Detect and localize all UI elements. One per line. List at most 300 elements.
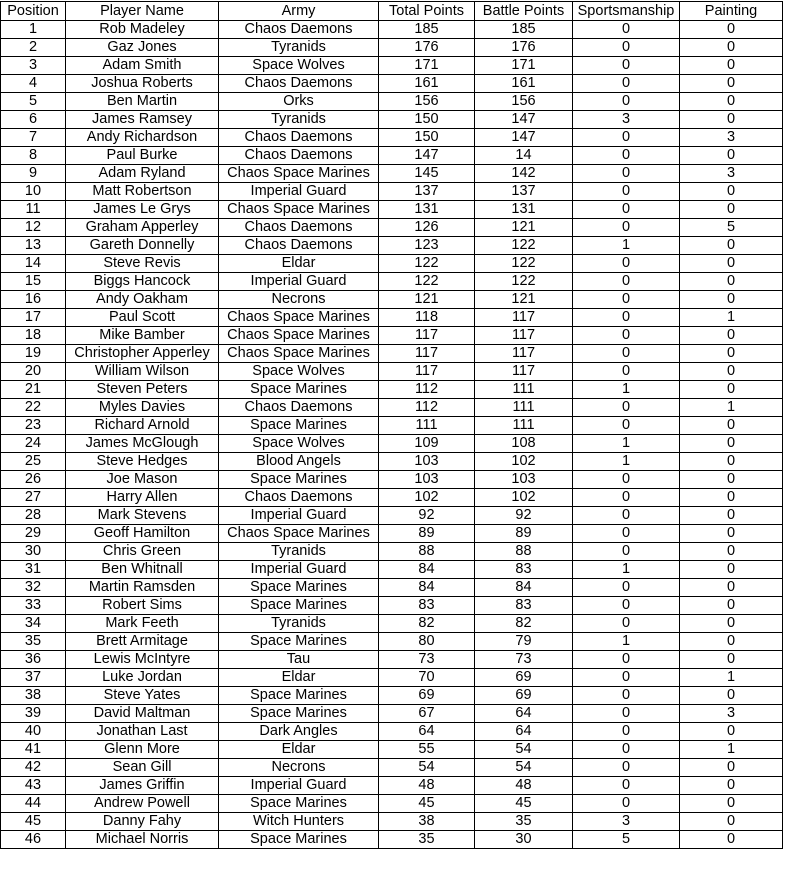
- cell-position: 42: [1, 759, 66, 777]
- cell-total-points: 55: [379, 741, 475, 759]
- cell-player-name: Richard Arnold: [66, 417, 219, 435]
- cell-total-points: 45: [379, 795, 475, 813]
- cell-sportsmanship: 0: [573, 39, 680, 57]
- cell-army: Imperial Guard: [219, 183, 379, 201]
- cell-battle-points: 117: [475, 327, 573, 345]
- cell-total-points: 73: [379, 651, 475, 669]
- cell-total-points: 118: [379, 309, 475, 327]
- cell-sportsmanship: 0: [573, 345, 680, 363]
- table-body: [1, 21, 783, 849]
- cell-player-name: Chris Green: [66, 543, 219, 561]
- cell-total-points: 109: [379, 435, 475, 453]
- cell-sportsmanship: 0: [573, 687, 680, 705]
- cell-battle-points: 111: [475, 417, 573, 435]
- cell-painting: 0: [680, 831, 783, 849]
- cell-army: Tyranids: [219, 39, 379, 57]
- table-row: [1, 525, 783, 543]
- cell-position: 44: [1, 795, 66, 813]
- cell-total-points: 54: [379, 759, 475, 777]
- cell-painting: 0: [680, 507, 783, 525]
- cell-army: Chaos Space Marines: [219, 309, 379, 327]
- cell-player-name: James Le Grys: [66, 201, 219, 219]
- cell-army: Witch Hunters: [219, 813, 379, 831]
- cell-painting: 0: [680, 255, 783, 273]
- cell-army: Chaos Space Marines: [219, 201, 379, 219]
- cell-position: 21: [1, 381, 66, 399]
- cell-total-points: 102: [379, 489, 475, 507]
- cell-painting: 0: [680, 795, 783, 813]
- cell-painting: 0: [680, 489, 783, 507]
- cell-total-points: 122: [379, 273, 475, 291]
- cell-battle-points: 111: [475, 381, 573, 399]
- cell-army: Chaos Daemons: [219, 219, 379, 237]
- cell-total-points: 84: [379, 561, 475, 579]
- cell-battle-points: 122: [475, 273, 573, 291]
- table-row: [1, 147, 783, 165]
- table-row: [1, 21, 783, 39]
- cell-total-points: 121: [379, 291, 475, 309]
- cell-painting: 0: [680, 237, 783, 255]
- cell-painting: 3: [680, 705, 783, 723]
- table-row: [1, 831, 783, 849]
- cell-position: 14: [1, 255, 66, 273]
- cell-battle-points: 142: [475, 165, 573, 183]
- cell-position: 12: [1, 219, 66, 237]
- cell-army: Eldar: [219, 741, 379, 759]
- cell-player-name: Paul Scott: [66, 309, 219, 327]
- table-row: [1, 183, 783, 201]
- cell-position: 7: [1, 129, 66, 147]
- cell-total-points: 103: [379, 453, 475, 471]
- cell-sportsmanship: 0: [573, 291, 680, 309]
- cell-battle-points: 54: [475, 759, 573, 777]
- cell-player-name: Luke Jordan: [66, 669, 219, 687]
- cell-army: Tyranids: [219, 111, 379, 129]
- cell-sportsmanship: 1: [573, 237, 680, 255]
- header-total-points: Total Points: [379, 2, 475, 21]
- cell-painting: 0: [680, 453, 783, 471]
- cell-army: Orks: [219, 93, 379, 111]
- cell-total-points: 84: [379, 579, 475, 597]
- cell-position: 45: [1, 813, 66, 831]
- cell-painting: 0: [680, 615, 783, 633]
- cell-total-points: 147: [379, 147, 475, 165]
- cell-army: Blood Angels: [219, 453, 379, 471]
- cell-painting: 0: [680, 111, 783, 129]
- cell-player-name: Gareth Donnelly: [66, 237, 219, 255]
- cell-battle-points: 122: [475, 255, 573, 273]
- cell-player-name: Myles Davies: [66, 399, 219, 417]
- cell-painting: 0: [680, 687, 783, 705]
- table-row: [1, 435, 783, 453]
- cell-position: 32: [1, 579, 66, 597]
- cell-sportsmanship: 0: [573, 399, 680, 417]
- cell-painting: 0: [680, 363, 783, 381]
- table-row: [1, 669, 783, 687]
- cell-player-name: David Maltman: [66, 705, 219, 723]
- cell-battle-points: 171: [475, 57, 573, 75]
- cell-total-points: 70: [379, 669, 475, 687]
- cell-battle-points: 73: [475, 651, 573, 669]
- cell-player-name: Rob Madeley: [66, 21, 219, 39]
- cell-total-points: 112: [379, 399, 475, 417]
- cell-sportsmanship: 0: [573, 543, 680, 561]
- cell-position: 6: [1, 111, 66, 129]
- cell-army: Chaos Space Marines: [219, 165, 379, 183]
- cell-sportsmanship: 1: [573, 453, 680, 471]
- cell-total-points: 64: [379, 723, 475, 741]
- cell-total-points: 161: [379, 75, 475, 93]
- cell-battle-points: 14: [475, 147, 573, 165]
- cell-painting: 0: [680, 417, 783, 435]
- cell-army: Space Wolves: [219, 363, 379, 381]
- cell-total-points: 88: [379, 543, 475, 561]
- cell-army: Space Marines: [219, 795, 379, 813]
- cell-position: 28: [1, 507, 66, 525]
- cell-total-points: 80: [379, 633, 475, 651]
- cell-total-points: 117: [379, 327, 475, 345]
- cell-battle-points: 185: [475, 21, 573, 39]
- cell-battle-points: 30: [475, 831, 573, 849]
- cell-player-name: James Ramsey: [66, 111, 219, 129]
- cell-army: Dark Angles: [219, 723, 379, 741]
- header-player-name: Player Name: [66, 2, 219, 21]
- table-row: [1, 399, 783, 417]
- table-row: [1, 75, 783, 93]
- cell-total-points: 48: [379, 777, 475, 795]
- cell-position: 11: [1, 201, 66, 219]
- cell-total-points: 83: [379, 597, 475, 615]
- cell-position: 36: [1, 651, 66, 669]
- cell-player-name: Lewis McIntyre: [66, 651, 219, 669]
- table-row: [1, 255, 783, 273]
- cell-position: 10: [1, 183, 66, 201]
- table-row: [1, 543, 783, 561]
- cell-player-name: Adam Smith: [66, 57, 219, 75]
- cell-player-name: Martin Ramsden: [66, 579, 219, 597]
- cell-sportsmanship: 0: [573, 165, 680, 183]
- cell-army: Chaos Space Marines: [219, 327, 379, 345]
- cell-player-name: Matt Robertson: [66, 183, 219, 201]
- cell-battle-points: 69: [475, 669, 573, 687]
- cell-battle-points: 131: [475, 201, 573, 219]
- cell-position: 19: [1, 345, 66, 363]
- cell-painting: 1: [680, 741, 783, 759]
- cell-total-points: 126: [379, 219, 475, 237]
- table-row: [1, 579, 783, 597]
- cell-army: Chaos Daemons: [219, 399, 379, 417]
- cell-position: 3: [1, 57, 66, 75]
- cell-sportsmanship: 0: [573, 273, 680, 291]
- cell-army: Space Marines: [219, 705, 379, 723]
- cell-army: Eldar: [219, 255, 379, 273]
- table-row: [1, 759, 783, 777]
- cell-total-points: 137: [379, 183, 475, 201]
- cell-position: 43: [1, 777, 66, 795]
- cell-player-name: Robert Sims: [66, 597, 219, 615]
- cell-player-name: Jonathan Last: [66, 723, 219, 741]
- table-row: [1, 453, 783, 471]
- cell-sportsmanship: 0: [573, 417, 680, 435]
- table-row: [1, 309, 783, 327]
- cell-army: Imperial Guard: [219, 561, 379, 579]
- cell-battle-points: 176: [475, 39, 573, 57]
- cell-battle-points: 137: [475, 183, 573, 201]
- cell-player-name: Danny Fahy: [66, 813, 219, 831]
- cell-position: 27: [1, 489, 66, 507]
- table-row: [1, 615, 783, 633]
- cell-sportsmanship: 3: [573, 813, 680, 831]
- cell-sportsmanship: 0: [573, 327, 680, 345]
- table-row: [1, 777, 783, 795]
- cell-sportsmanship: 0: [573, 489, 680, 507]
- cell-position: 22: [1, 399, 66, 417]
- table-row: [1, 417, 783, 435]
- cell-total-points: 38: [379, 813, 475, 831]
- cell-army: Imperial Guard: [219, 507, 379, 525]
- cell-position: 4: [1, 75, 66, 93]
- cell-battle-points: 102: [475, 489, 573, 507]
- cell-player-name: Steve Hedges: [66, 453, 219, 471]
- cell-player-name: Andy Oakham: [66, 291, 219, 309]
- cell-painting: 0: [680, 345, 783, 363]
- table-row: [1, 597, 783, 615]
- table-row: [1, 291, 783, 309]
- cell-painting: 1: [680, 309, 783, 327]
- cell-position: 24: [1, 435, 66, 453]
- cell-position: 9: [1, 165, 66, 183]
- cell-sportsmanship: 1: [573, 435, 680, 453]
- cell-player-name: Andy Richardson: [66, 129, 219, 147]
- cell-army: Chaos Daemons: [219, 147, 379, 165]
- cell-position: 2: [1, 39, 66, 57]
- cell-position: 41: [1, 741, 66, 759]
- cell-battle-points: 121: [475, 291, 573, 309]
- cell-total-points: 185: [379, 21, 475, 39]
- cell-player-name: Steve Revis: [66, 255, 219, 273]
- cell-total-points: 122: [379, 255, 475, 273]
- cell-player-name: Geoff Hamilton: [66, 525, 219, 543]
- cell-total-points: 112: [379, 381, 475, 399]
- cell-total-points: 131: [379, 201, 475, 219]
- cell-position: 8: [1, 147, 66, 165]
- cell-army: Space Marines: [219, 417, 379, 435]
- cell-painting: 5: [680, 219, 783, 237]
- cell-battle-points: 92: [475, 507, 573, 525]
- cell-painting: 0: [680, 57, 783, 75]
- cell-battle-points: 156: [475, 93, 573, 111]
- header-battle-points: Battle Points: [475, 2, 573, 21]
- cell-army: Space Marines: [219, 831, 379, 849]
- cell-painting: 0: [680, 291, 783, 309]
- cell-sportsmanship: 0: [573, 183, 680, 201]
- cell-total-points: 150: [379, 129, 475, 147]
- cell-total-points: 89: [379, 525, 475, 543]
- cell-painting: 0: [680, 201, 783, 219]
- cell-sportsmanship: 5: [573, 831, 680, 849]
- cell-position: 37: [1, 669, 66, 687]
- cell-army: Space Marines: [219, 471, 379, 489]
- cell-total-points: 67: [379, 705, 475, 723]
- cell-battle-points: 121: [475, 219, 573, 237]
- cell-army: Space Marines: [219, 597, 379, 615]
- cell-painting: 0: [680, 651, 783, 669]
- table-row: [1, 651, 783, 669]
- cell-painting: 1: [680, 669, 783, 687]
- cell-position: 33: [1, 597, 66, 615]
- cell-player-name: Joe Mason: [66, 471, 219, 489]
- cell-battle-points: 79: [475, 633, 573, 651]
- cell-position: 31: [1, 561, 66, 579]
- cell-sportsmanship: 0: [573, 759, 680, 777]
- cell-painting: 0: [680, 75, 783, 93]
- table-row: [1, 813, 783, 831]
- cell-sportsmanship: 0: [573, 75, 680, 93]
- table-row: [1, 633, 783, 651]
- cell-painting: 0: [680, 183, 783, 201]
- cell-painting: 0: [680, 543, 783, 561]
- cell-player-name: Glenn More: [66, 741, 219, 759]
- cell-painting: 3: [680, 129, 783, 147]
- cell-total-points: 156: [379, 93, 475, 111]
- cell-army: Chaos Daemons: [219, 129, 379, 147]
- cell-battle-points: 102: [475, 453, 573, 471]
- table-row: [1, 237, 783, 255]
- cell-battle-points: 88: [475, 543, 573, 561]
- cell-sportsmanship: 0: [573, 147, 680, 165]
- cell-army: Tyranids: [219, 615, 379, 633]
- header-row: [1, 2, 783, 21]
- cell-painting: 0: [680, 273, 783, 291]
- cell-army: Tau: [219, 651, 379, 669]
- cell-sportsmanship: 0: [573, 651, 680, 669]
- table-row: [1, 327, 783, 345]
- cell-army: Space Marines: [219, 633, 379, 651]
- cell-army: Imperial Guard: [219, 777, 379, 795]
- cell-player-name: Brett Armitage: [66, 633, 219, 651]
- cell-battle-points: 117: [475, 309, 573, 327]
- cell-sportsmanship: 1: [573, 381, 680, 399]
- cell-battle-points: 117: [475, 363, 573, 381]
- table-row: [1, 795, 783, 813]
- cell-painting: 0: [680, 525, 783, 543]
- cell-painting: 0: [680, 561, 783, 579]
- cell-position: 25: [1, 453, 66, 471]
- cell-total-points: 103: [379, 471, 475, 489]
- table-row: [1, 345, 783, 363]
- cell-sportsmanship: 1: [573, 561, 680, 579]
- cell-player-name: Steven Peters: [66, 381, 219, 399]
- cell-battle-points: 35: [475, 813, 573, 831]
- cell-position: 17: [1, 309, 66, 327]
- table-row: [1, 111, 783, 129]
- cell-painting: 0: [680, 633, 783, 651]
- cell-army: Space Marines: [219, 381, 379, 399]
- cell-player-name: Christopher Apperley: [66, 345, 219, 363]
- cell-sportsmanship: 0: [573, 363, 680, 381]
- cell-position: 16: [1, 291, 66, 309]
- cell-player-name: Ben Martin: [66, 93, 219, 111]
- cell-position: 39: [1, 705, 66, 723]
- cell-position: 23: [1, 417, 66, 435]
- cell-painting: 0: [680, 759, 783, 777]
- cell-sportsmanship: 0: [573, 93, 680, 111]
- cell-player-name: Paul Burke: [66, 147, 219, 165]
- cell-player-name: Gaz Jones: [66, 39, 219, 57]
- cell-player-name: Sean Gill: [66, 759, 219, 777]
- cell-battle-points: 64: [475, 705, 573, 723]
- cell-total-points: 117: [379, 363, 475, 381]
- cell-battle-points: 54: [475, 741, 573, 759]
- cell-painting: 0: [680, 21, 783, 39]
- cell-player-name: Graham Apperley: [66, 219, 219, 237]
- table-row: [1, 129, 783, 147]
- table-row: [1, 219, 783, 237]
- cell-army: Chaos Daemons: [219, 237, 379, 255]
- cell-player-name: Mark Feeth: [66, 615, 219, 633]
- cell-sportsmanship: 0: [573, 129, 680, 147]
- cell-battle-points: 48: [475, 777, 573, 795]
- cell-sportsmanship: 0: [573, 309, 680, 327]
- cell-army: Chaos Space Marines: [219, 345, 379, 363]
- cell-battle-points: 147: [475, 129, 573, 147]
- cell-painting: 0: [680, 579, 783, 597]
- table-row: [1, 381, 783, 399]
- table-row: [1, 165, 783, 183]
- cell-total-points: 111: [379, 417, 475, 435]
- cell-sportsmanship: 0: [573, 525, 680, 543]
- cell-sportsmanship: 0: [573, 723, 680, 741]
- cell-position: 29: [1, 525, 66, 543]
- results-table: [0, 1, 783, 849]
- cell-battle-points: 82: [475, 615, 573, 633]
- cell-sportsmanship: 0: [573, 741, 680, 759]
- cell-sportsmanship: 0: [573, 255, 680, 273]
- cell-total-points: 171: [379, 57, 475, 75]
- cell-total-points: 69: [379, 687, 475, 705]
- cell-player-name: James McGlough: [66, 435, 219, 453]
- cell-painting: 1: [680, 399, 783, 417]
- cell-player-name: Mark Stevens: [66, 507, 219, 525]
- cell-battle-points: 111: [475, 399, 573, 417]
- cell-sportsmanship: 0: [573, 219, 680, 237]
- cell-sportsmanship: 0: [573, 615, 680, 633]
- table-row: [1, 39, 783, 57]
- cell-position: 40: [1, 723, 66, 741]
- header-painting: Painting: [680, 2, 783, 21]
- cell-sportsmanship: 0: [573, 705, 680, 723]
- cell-army: Space Wolves: [219, 57, 379, 75]
- cell-player-name: Joshua Roberts: [66, 75, 219, 93]
- cell-battle-points: 83: [475, 561, 573, 579]
- cell-army: Tyranids: [219, 543, 379, 561]
- cell-painting: 3: [680, 165, 783, 183]
- cell-painting: 0: [680, 597, 783, 615]
- cell-army: Necrons: [219, 291, 379, 309]
- cell-army: Chaos Space Marines: [219, 525, 379, 543]
- cell-painting: 0: [680, 327, 783, 345]
- cell-player-name: Biggs Hancock: [66, 273, 219, 291]
- cell-battle-points: 69: [475, 687, 573, 705]
- cell-army: Chaos Daemons: [219, 489, 379, 507]
- cell-sportsmanship: 0: [573, 795, 680, 813]
- cell-position: 5: [1, 93, 66, 111]
- cell-painting: 0: [680, 435, 783, 453]
- header-position: Position: [1, 2, 66, 21]
- cell-player-name: William Wilson: [66, 363, 219, 381]
- cell-position: 1: [1, 21, 66, 39]
- cell-army: Space Marines: [219, 579, 379, 597]
